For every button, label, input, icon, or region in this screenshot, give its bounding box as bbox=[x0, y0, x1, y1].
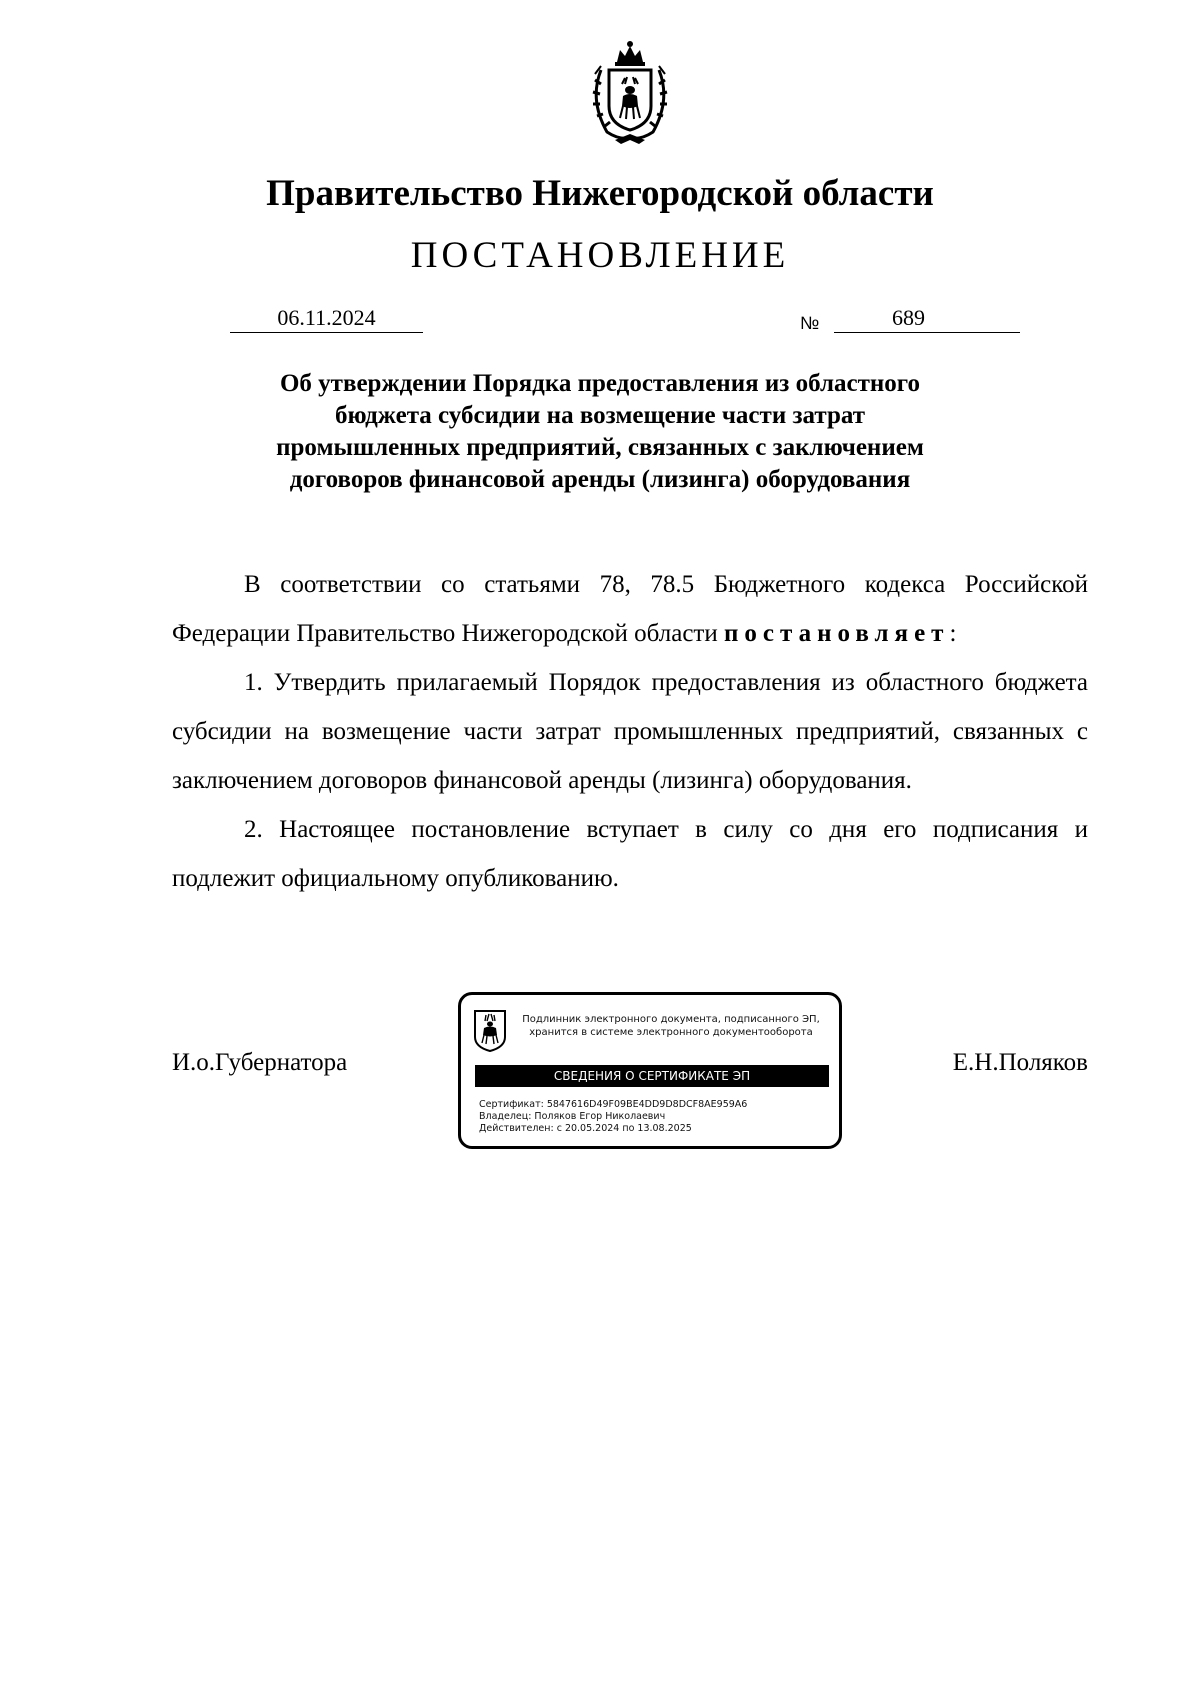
subject-line: Об утверждении Порядка предоставления из областного bbox=[279, 370, 920, 397]
subject-line: бюджета субсидии на возмещение части затрат bbox=[334, 402, 865, 429]
decree-colon: : bbox=[949, 620, 957, 647]
document-date: 06.11.2024 bbox=[230, 305, 423, 333]
stamp-certificate-info bbox=[479, 1099, 747, 1135]
document-number-field bbox=[834, 305, 1020, 333]
signer-position: И.о.Губернатора bbox=[172, 1049, 348, 1076]
preamble-paragraph bbox=[172, 560, 1088, 658]
organization-name: Правительство Нижегородской области bbox=[266, 173, 934, 214]
item-2-paragraph: 2. Настоящее постановление вступает в силу со дня его подписания и подлежит официальному опубликованию. bbox=[172, 816, 1088, 892]
stamp-header bbox=[511, 1013, 831, 1039]
decree-word: постановляет bbox=[723, 620, 950, 647]
number-sign: № bbox=[800, 313, 820, 333]
document-number: 689 bbox=[892, 305, 925, 330]
stamp-title-bar: СВЕДЕНИЯ О СЕРТИФИКАТЕ ЭП bbox=[475, 1065, 829, 1087]
subject-line: промышленных предприятий, связанных с заключением bbox=[276, 434, 924, 461]
preamble-text: В соответствии со статьями 78, 78.5 Бюджетного кодекса Российской Федерации Правительство Нижегородской области bbox=[172, 571, 1088, 647]
stamp-header-line: хранится в системе электронного документооборота bbox=[529, 1027, 813, 1038]
document-subject bbox=[200, 368, 1000, 496]
electronic-signature-stamp bbox=[458, 992, 842, 1149]
coat-of-arms-icon bbox=[575, 40, 685, 148]
stamp-header-line: Подлинник электронного документа, подписанного ЭП, bbox=[522, 1014, 820, 1025]
subject-line: договоров финансовой аренды (лизинга) оборудования bbox=[289, 466, 911, 493]
certificate-id: Сертификат: 5847616D49F09BE4DD9D8DCF8AE959A6 bbox=[479, 1099, 748, 1110]
item-1-paragraph: 1. Утвердить прилагаемый Порядок предоставления из областного бюджета субсидии на возмещение части затрат промышленных предприятий, связанных с заключением договоров финансовой аренды (лизинга) оборудования. bbox=[172, 669, 1088, 794]
document-body bbox=[172, 560, 1088, 903]
signer-name: Е.Н.Поляков bbox=[952, 1049, 1088, 1076]
document-type: ПОСТАНОВЛЕНИЕ bbox=[410, 235, 790, 276]
certificate-owner: Владелец: Поляков Егор Николаевич bbox=[479, 1111, 666, 1122]
certificate-validity: Действителен: с 20.05.2024 по 13.08.2025 bbox=[479, 1123, 692, 1134]
deer-shield-icon bbox=[473, 1009, 507, 1053]
